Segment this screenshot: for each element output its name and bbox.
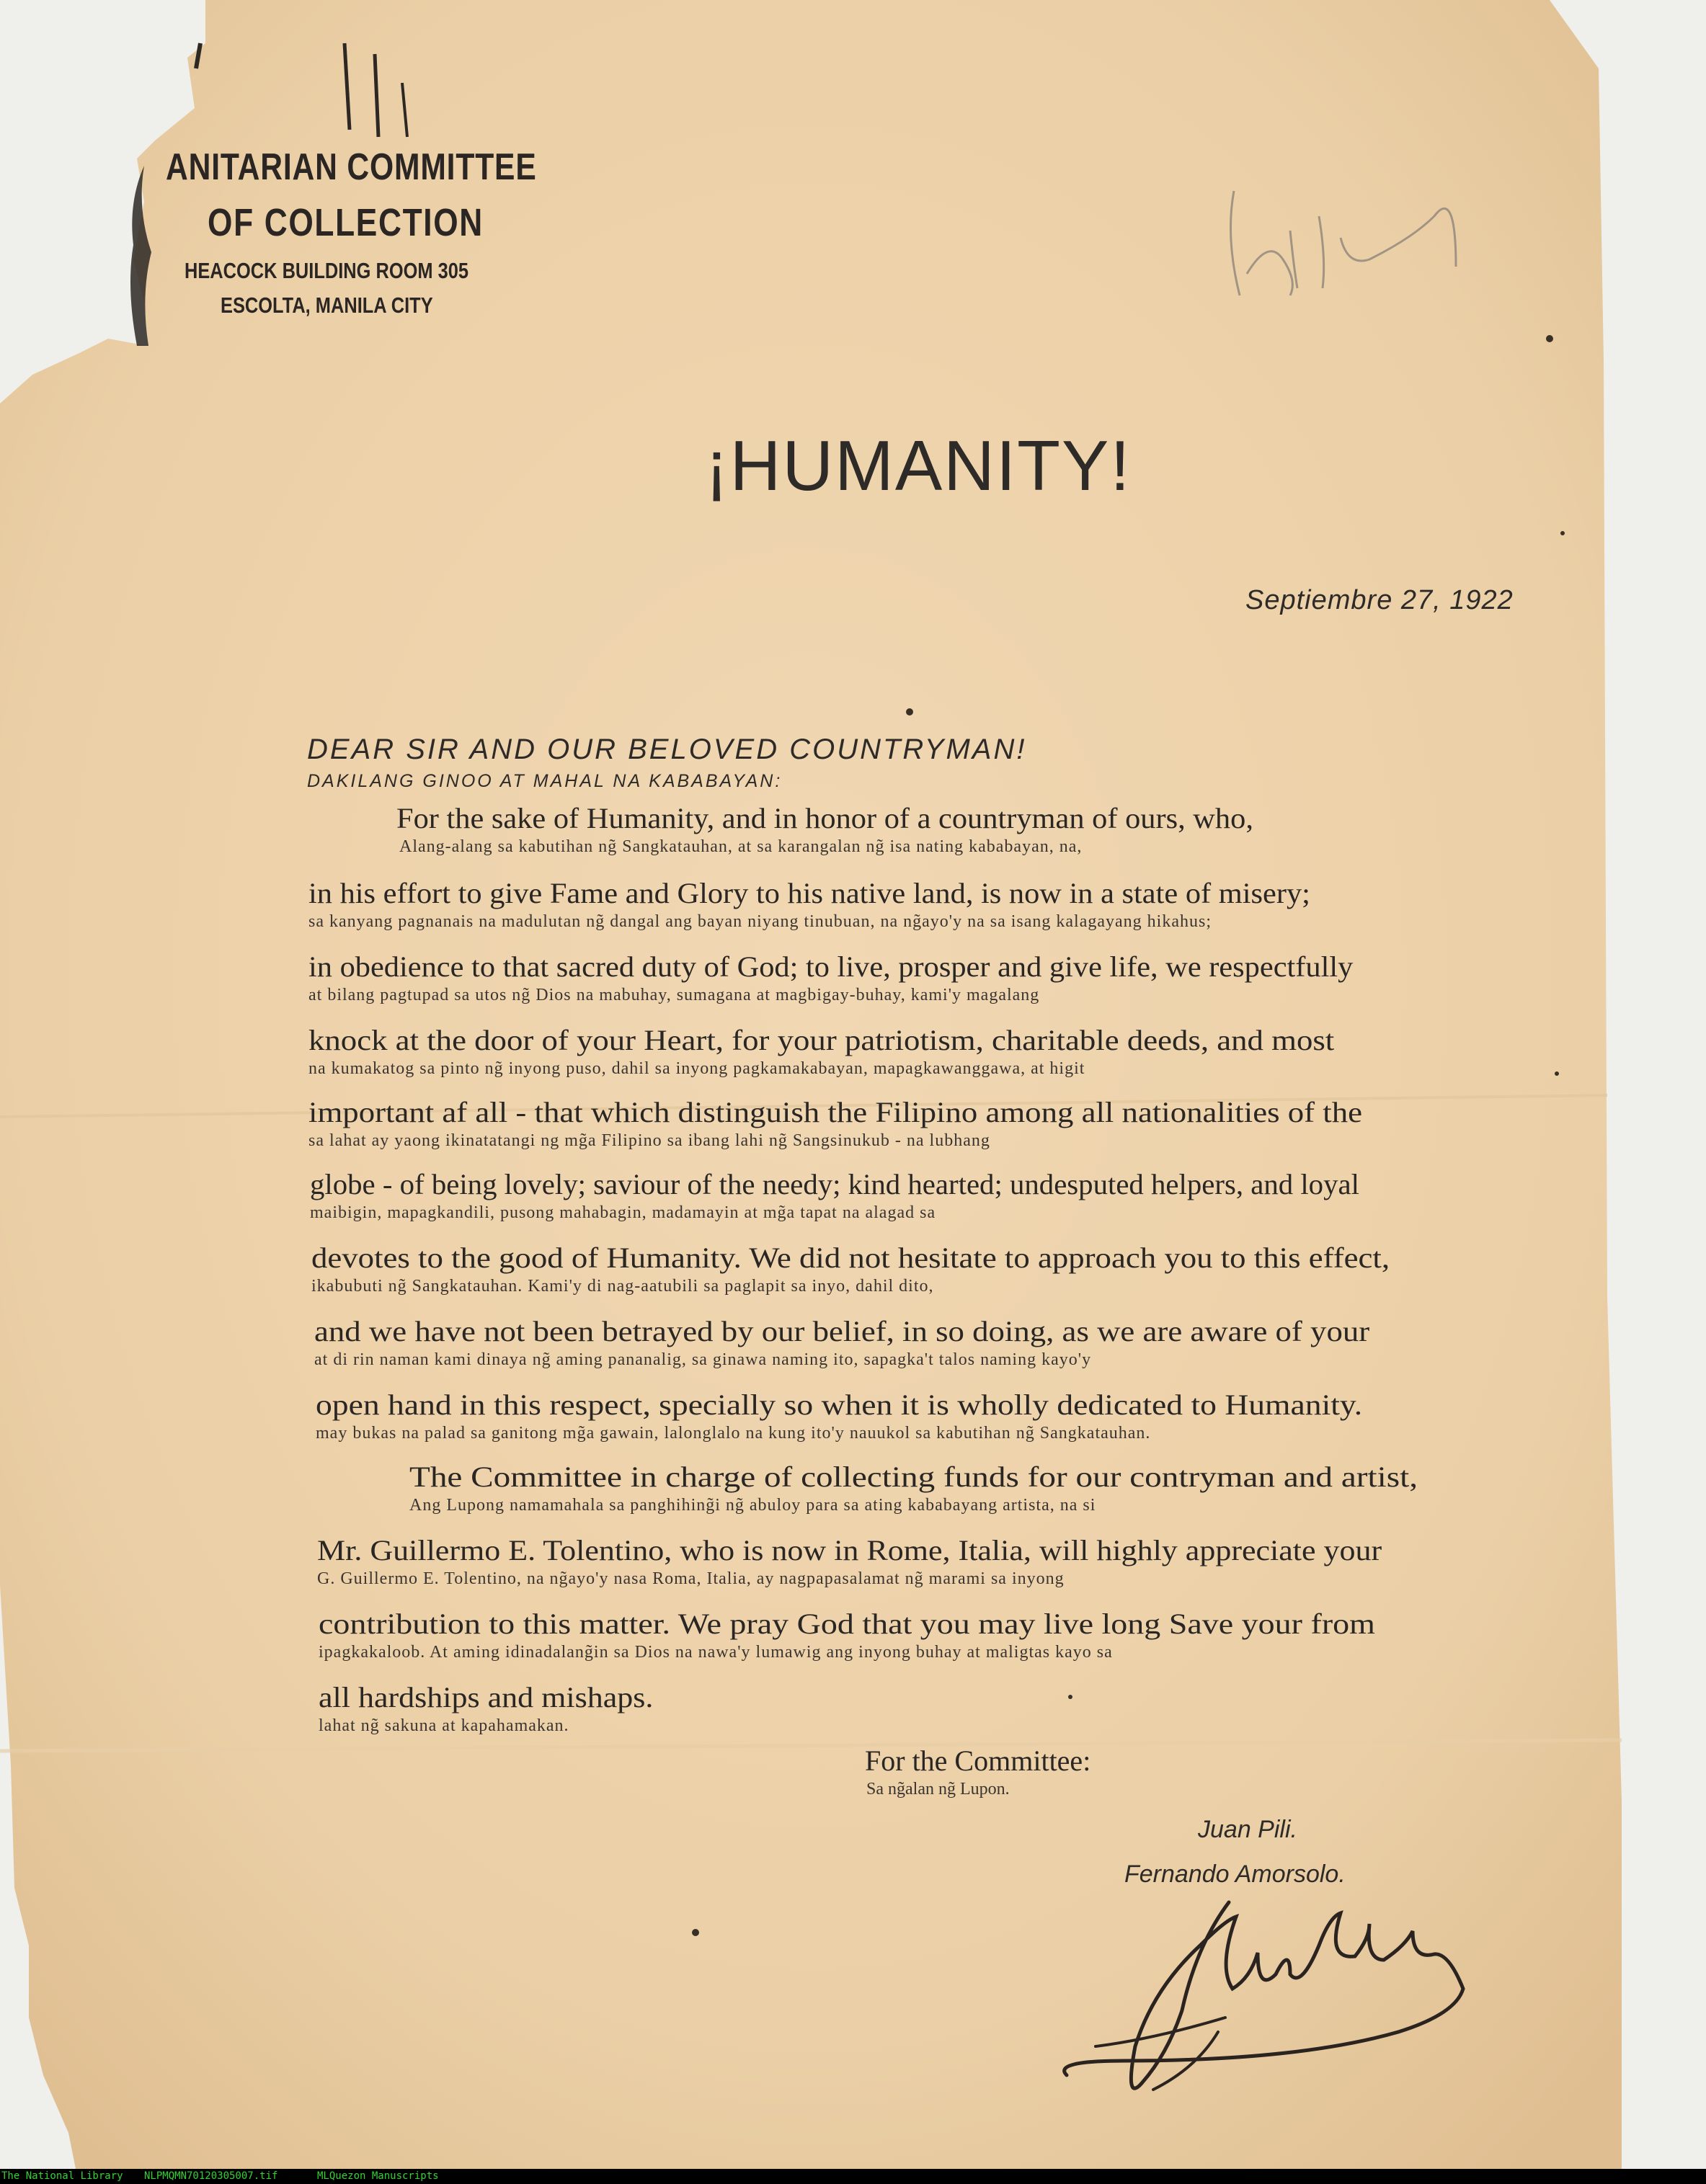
body-line-tagalog: ikabubuti ng̃ Sangkatauhan. Kami'y di nag-aatubili sa paglapit sa inyo, dahil dito, — [311, 1277, 934, 1296]
letterhead-org-name: ANITARIAN COMMITTEE — [166, 146, 537, 188]
signer-name: Fernando Amorsolo. — [1124, 1860, 1346, 1888]
signer-name: Juan Pili. — [1198, 1816, 1297, 1843]
letter-date: Septiembre 27, 1922 — [1245, 585, 1514, 615]
ink-speck — [1546, 335, 1553, 342]
body-line-english: and we have not been betrayed by our belief, in so doing, as we are aware of your — [314, 1315, 1370, 1347]
body-line-tagalog: Ang Lupong namamahala sa panghihing̃i ng̃ abuloy para sa ating kababayang artista, na si — [409, 1496, 1096, 1515]
salutation-tagalog: DAKILANG GINOO AT MAHAL NA KABABAYAN: — [307, 771, 783, 791]
body-line-tagalog: ipagkakaloob. At aming idinadalang̃in sa Dios na nawa'y lumawig ang inyong buhay at maligtas kayo sa — [319, 1643, 1113, 1662]
body-line-english: open hand in this respect, specially so when it is wholly dedicated to Humanity. — [316, 1389, 1363, 1421]
salutation-english: DEAR SIR AND OUR BELOVED COUNTRYMAN! — [307, 734, 1027, 765]
body-line-tagalog: lahat ng̃ sakuna at kapahamakan. — [319, 1716, 569, 1735]
body-line-tagalog: at di rin naman kami dinaya ng̃ aming pananalig, sa ginawa naming ito, sapagka't talos naming kayo'y — [314, 1350, 1092, 1369]
body-line-tagalog: may bukas na palad sa ganitong mg̃a gawain, lalonglalo na kung ito'y nauukol sa kabutihan ng̃ Sangkatauhan. — [316, 1424, 1151, 1443]
letter-title: ¡HUMANITY! — [705, 426, 1132, 505]
body-line-english: in his effort to give Fame and Glory to his native land, is now in a state of misery; — [308, 877, 1310, 909]
body-line-english: all hardships and mishaps. — [319, 1681, 654, 1713]
body-line-english: Mr. Guillermo E. Tolentino, who is now in Rome, Italia, will highly appreciate your — [317, 1534, 1382, 1566]
ink-speck — [692, 1929, 699, 1936]
letterhead-address-building: HEACOCK BUILDING ROOM 305 — [185, 258, 469, 283]
ink-speck — [906, 708, 913, 716]
body-line-tagalog: G. Guillermo E. Tolentino, na ng̃ayo'y nasa Roma, Italia, ay nagpapasalamat ng̃ marami sa inyong — [317, 1569, 1065, 1588]
footer-library-name: The National Library — [1, 2170, 123, 2182]
footer-collection-name: MLQuezon Manuscripts — [317, 2170, 439, 2182]
body-line-tagalog: sa kanyang pagnanais na madulutan ng̃ dangal ang bayan niyang tinubuan, na ng̃ayo'y na sa isang kalagayang hikahus; — [308, 912, 1212, 931]
body-line-tagalog: maibigin, mapagkandili, pusong mahabagin, madamayin at mg̃a tapat na alagad sa — [310, 1203, 936, 1222]
body-line-tagalog: at bilang pagtupad sa utos ng̃ Dios na mabuhay, sumagana at magbigay-buhay, kami'y magalang — [308, 986, 1040, 1004]
footer-file-name: NLPMQMN70120305007.tif — [144, 2170, 278, 2182]
archive-footer-bar — [0, 2169, 1706, 2184]
letterhead-org-subtitle: OF COLLECTION — [208, 201, 484, 244]
body-line-english: The Committee in charge of collecting funds for our contryman and artist, — [409, 1461, 1418, 1493]
ink-speck — [1560, 531, 1565, 535]
body-line-english: in obedience to that sacred duty of God; to live, prosper and give life, we respectfully — [308, 950, 1354, 983]
body-line-tagalog: Alang-alang sa kabutihan ng̃ Sangkatauhan, at sa karangalan ng̃ isa nating kababayan, na, — [399, 837, 1083, 856]
body-line-english: devotes to the good of Humanity. We did not hesitate to approach you to this effect, — [311, 1242, 1390, 1274]
body-line-tagalog: na kumakatog sa pinto ng̃ inyong puso, dahil sa inyong pagkamakabayan, mapagkawanggawa, at higit — [308, 1059, 1085, 1078]
body-line-english: contribution to this matter. We pray God that you may live long Save your from — [319, 1608, 1375, 1640]
body-line-english: globe - of being lovely; saviour of the needy; kind hearted; undesputed helpers, and loyal — [310, 1168, 1359, 1200]
body-line-english: knock at the door of your Heart, for your patriotism, charitable deeds, and most — [308, 1024, 1335, 1056]
closing-english: For the Committee: — [865, 1744, 1091, 1777]
closing-tagalog: Sa ng̃alan ng̃ Lupon. — [866, 1780, 1010, 1799]
body-line-tagalog: sa lahat ay yaong ikinatatangi ng mg̃a Filipino sa ibang lahi ng̃ Sangsinukub - na lubhang — [308, 1131, 990, 1150]
body-line-english: For the sake of Humanity, and in honor of a countryman of ours, who, — [396, 802, 1253, 834]
ink-speck — [1555, 1071, 1559, 1076]
body-line-english: important af all - that which distinguish the Filipino among all nationalities of the — [308, 1096, 1362, 1128]
ink-speck — [1068, 1695, 1072, 1699]
letterhead-address-city: ESCOLTA, MANILA CITY — [221, 293, 433, 318]
